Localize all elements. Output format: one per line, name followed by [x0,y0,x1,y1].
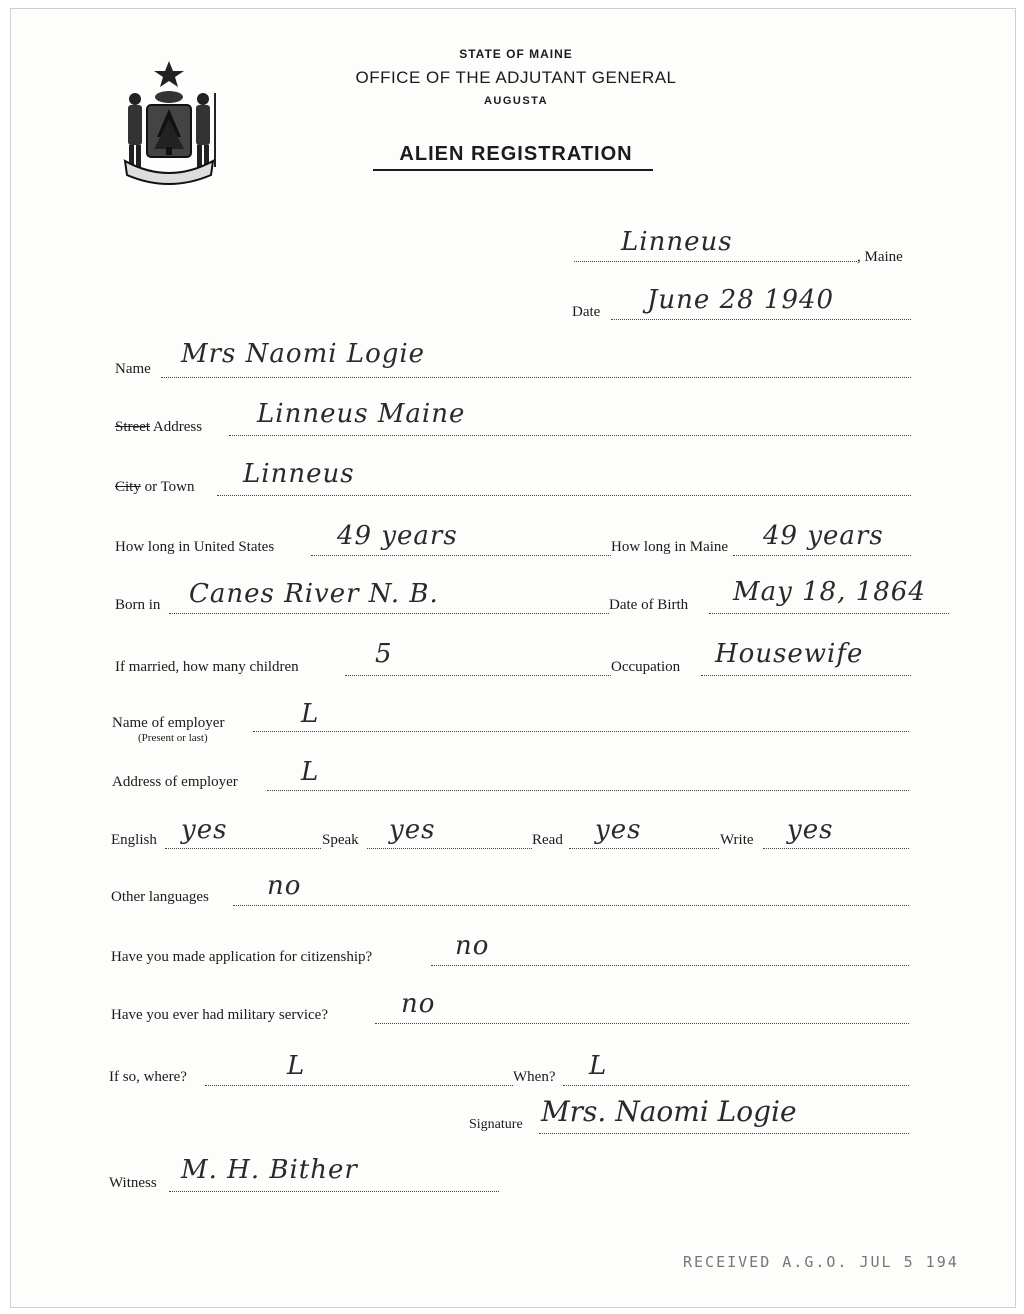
english-label: English [111,832,157,848]
born-value: Canes River N. B. [189,579,439,609]
city-line [217,495,911,496]
witness-label: Witness [109,1175,157,1191]
date-line [611,319,911,320]
born-line [169,613,609,614]
military-line [375,1023,909,1024]
name-value: Mrs Naomi Logie [181,339,426,369]
when-line [563,1085,909,1086]
name-line [161,377,911,378]
born-label: Born in [115,597,161,613]
employer-address-line [267,790,909,791]
form-title: ALIEN REGISTRATION [399,143,633,165]
street-label-struck: Street [115,419,150,435]
signature-line [539,1133,909,1134]
when-value: L [589,1051,608,1081]
when-label: When? [513,1069,556,1085]
form-page [10,8,1016,1308]
children-line [345,675,611,676]
state-heading: STATE OF MAINE [459,47,573,61]
occupation-line [701,675,911,676]
employer-address-label: Address of employer [112,774,238,790]
city-heading: AUGUSTA [483,95,549,107]
title-underline [373,169,653,171]
read-value: yes [595,815,642,845]
name-label: Name [115,361,151,377]
us-line [311,555,611,556]
maine-line [733,555,911,556]
office-heading: OFFICE OF THE ADJUTANT GENERAL [355,68,677,87]
speak-label: Speak [322,832,359,848]
maine-value: 49 years [763,521,884,551]
employer-label: Name of employer [112,715,225,731]
read-line [569,848,719,849]
town-value: Linneus [621,227,733,257]
received-stamp: RECEIVED A.G.O. JUL 5 194 [683,1253,959,1271]
write-label: Write [720,832,754,848]
other-languages-value: no [267,871,302,901]
employer-sublabel: (Present or last) [138,732,208,744]
where-line [205,1085,513,1086]
other-languages-line [233,905,909,906]
street-label-text: Address [150,419,203,435]
military-value: no [401,989,436,1019]
date-value: June 28 1940 [647,285,835,315]
street-line [229,435,911,436]
speak-value: yes [389,815,436,845]
occupation-value: Housewife [715,639,864,669]
maine-label: How long in Maine [611,539,729,555]
employer-line [253,731,909,732]
read-label: Read [532,832,563,848]
write-value: yes [787,815,834,845]
employer-address-value: L [301,757,320,787]
children-label: If married, how many children [115,659,299,675]
children-value: 5 [375,639,393,669]
dob-label: Date of Birth [609,597,689,613]
citizenship-label: Have you made application for citizenship? [111,949,373,965]
city-value: Linneus [243,459,355,489]
military-label: Have you ever had military service? [111,1007,328,1023]
english-line [165,848,321,849]
citizenship-line [431,965,909,966]
employer-value: L [301,699,320,729]
street-value: Linneus Maine [257,399,466,429]
city-label-text: or Town [140,479,195,495]
where-label: If so, where? [109,1069,187,1085]
us-value: 49 years [337,521,458,551]
signature-label: Signature [469,1117,523,1132]
speak-line [367,848,532,849]
witness-line [169,1191,499,1192]
other-languages-label: Other languages [111,889,209,905]
english-value: yes [181,815,228,845]
dob-value: May 18, 1864 [733,577,926,607]
write-line [763,848,909,849]
town-line [574,261,857,262]
maine-suffix: , Maine [857,249,903,265]
where-value: L [287,1051,306,1081]
witness-value: M. H. Bither [181,1155,358,1185]
dob-line [709,613,949,614]
occupation-label: Occupation [611,659,681,675]
citizenship-value: no [455,931,490,961]
city-label [115,479,195,496]
signature-value: Mrs. Naomi Logie [541,1095,797,1128]
date-label: Date [572,304,601,320]
street-label [115,419,202,436]
us-label: How long in United States [115,539,275,555]
city-label-struck: City [115,479,141,495]
